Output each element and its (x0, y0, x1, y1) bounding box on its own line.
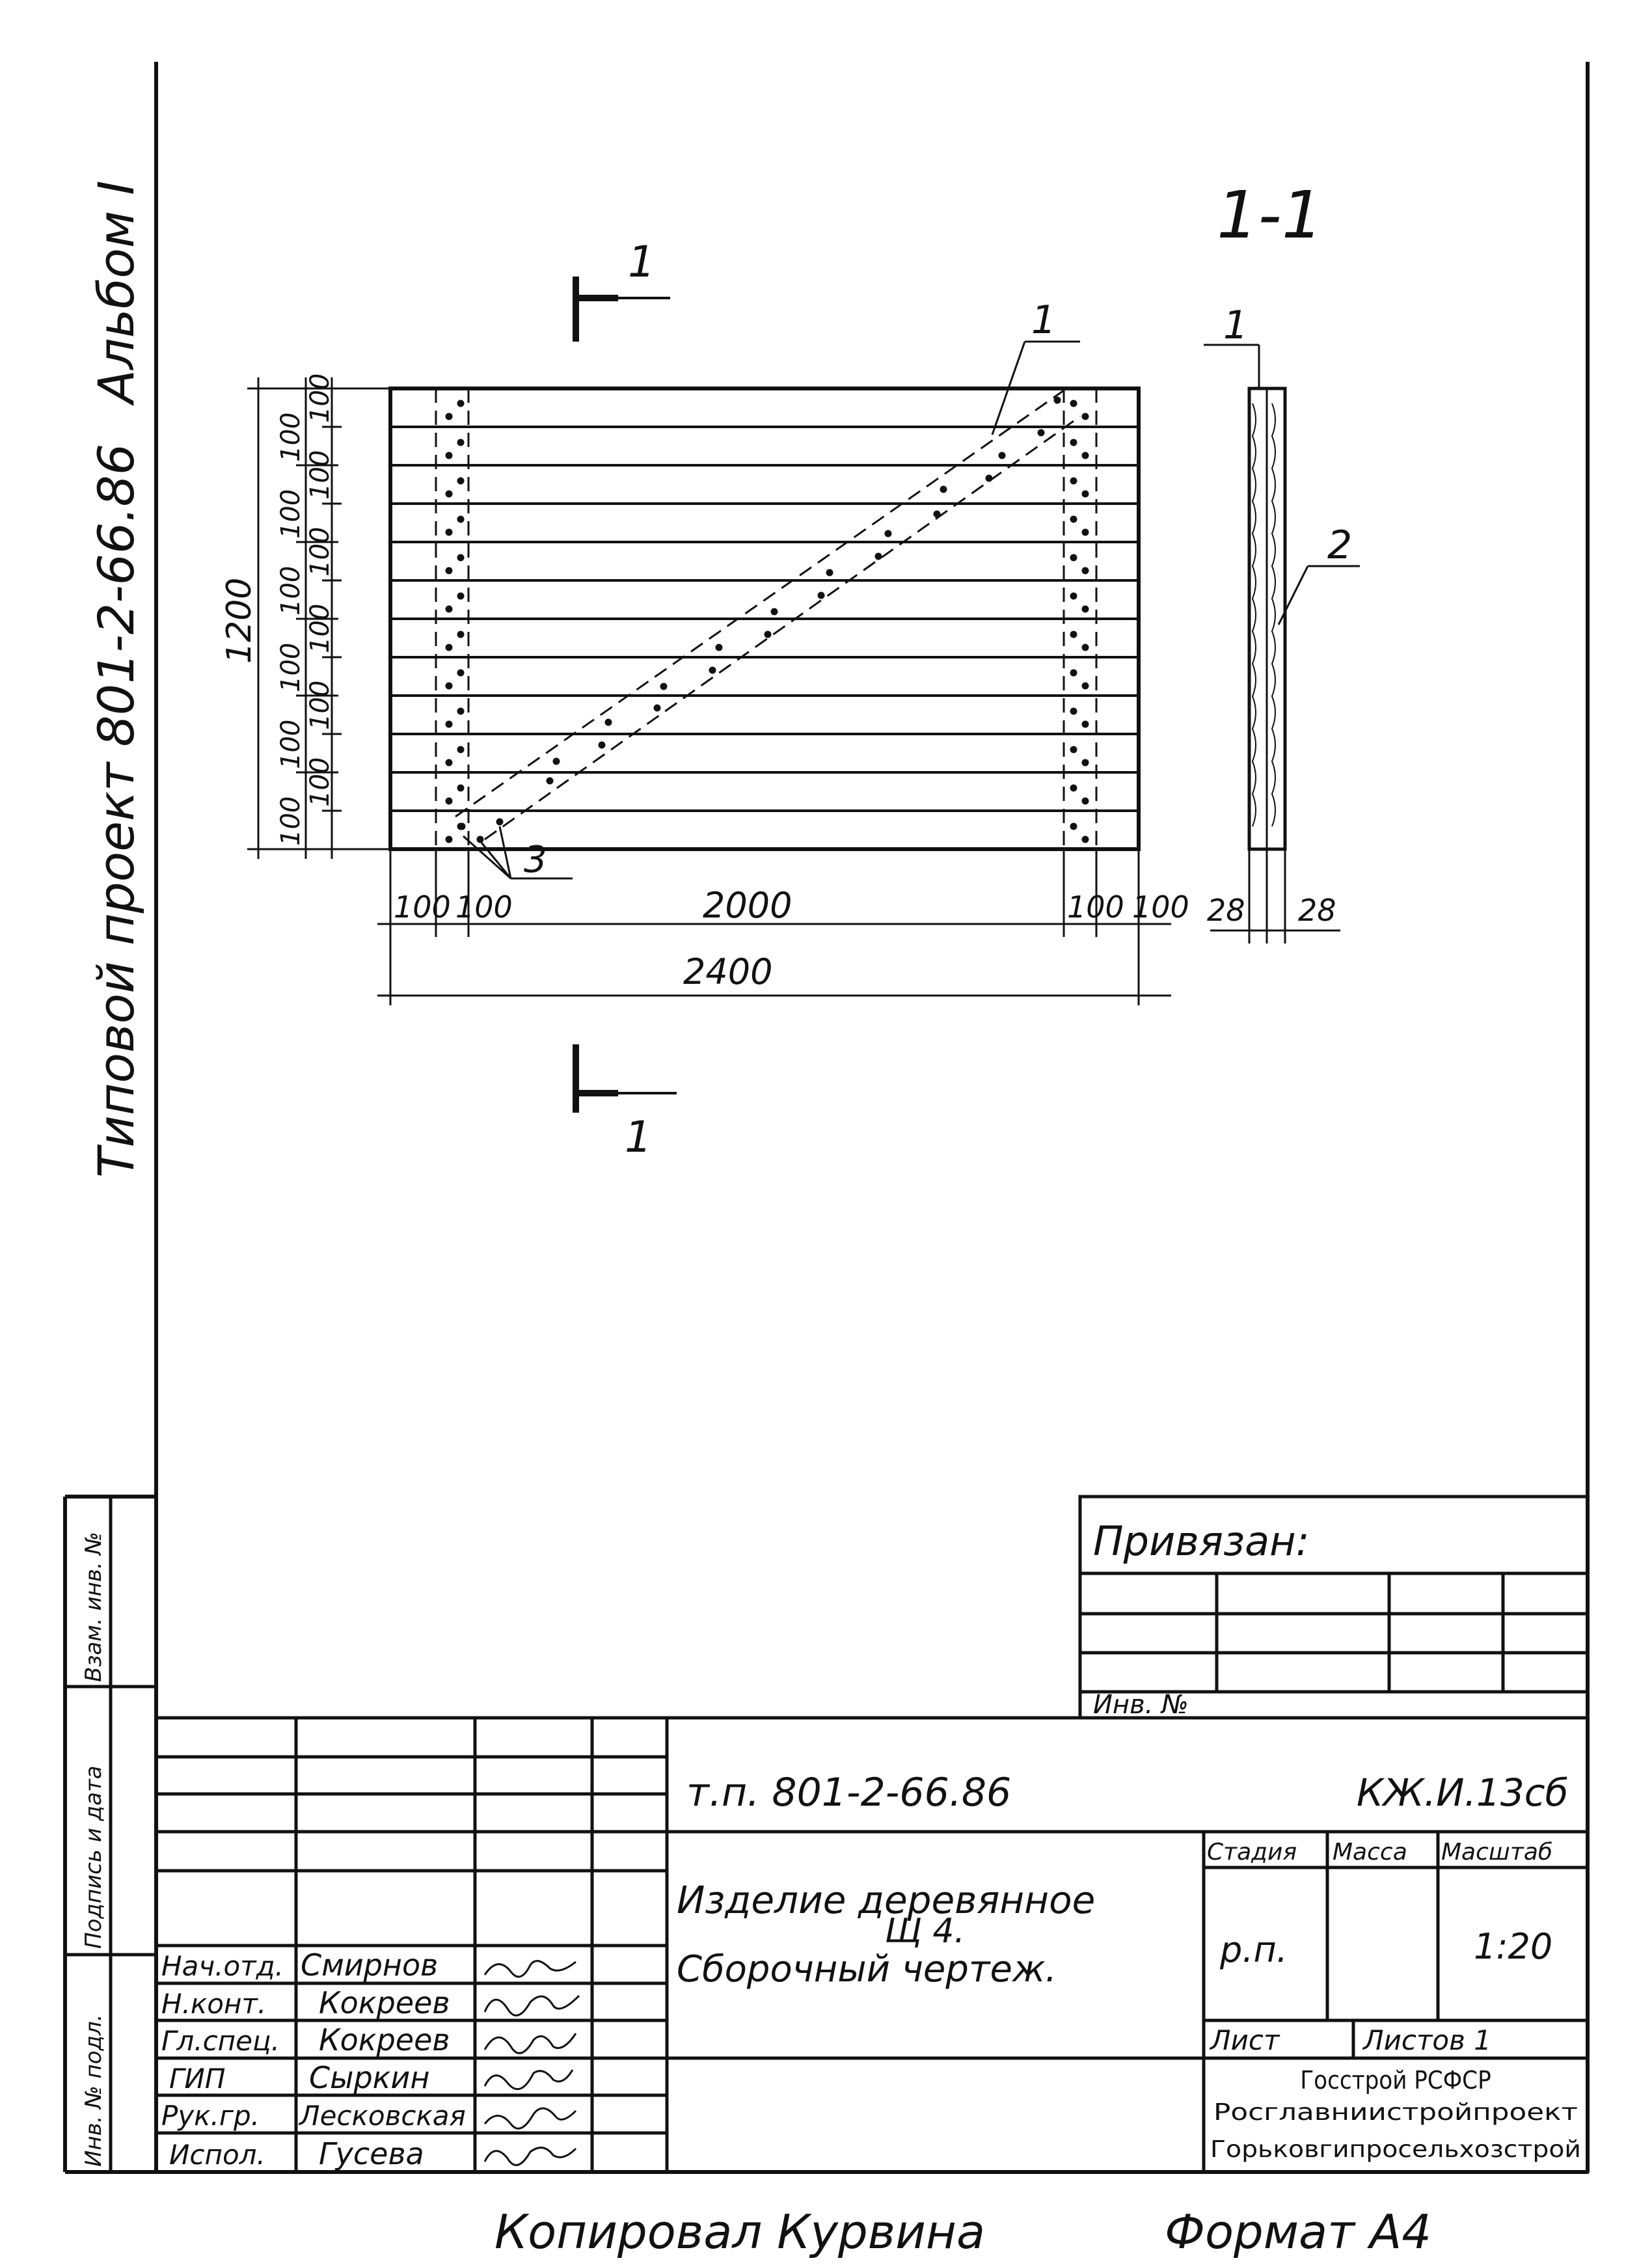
sheets-label: Листов 1 (1363, 2024, 1491, 2056)
strip-label-podpis: Подпись и дата (81, 1765, 107, 1949)
staff-name: Сыркин (309, 2060, 430, 2095)
scale-value: 1:20 (1474, 1926, 1553, 1967)
cut-label-bottom: 1 (625, 1112, 652, 1162)
plan-dimensions (220, 373, 1189, 1005)
footer (494, 2205, 1431, 2259)
album-label-vertical: Альбом I (87, 180, 145, 403)
section-cut-bottom (576, 1044, 677, 1162)
privyazan-block (1080, 1497, 1588, 1720)
callout-label-2-section: 2 (1327, 523, 1353, 568)
dim-left-2: 100 (276, 489, 306, 539)
dim-right-2: 100 (305, 450, 335, 500)
board-joints (390, 427, 1139, 811)
dim-h-1: 100 (394, 889, 451, 925)
item-name-line1: Изделие деревянное (677, 1878, 1096, 1922)
dim-right-3: 100 (305, 526, 335, 577)
strip-label-zamena: Взам. инв. № (81, 1532, 107, 1682)
staff-role: ГИП (169, 2063, 226, 2095)
item-name-line2: Щ 4. (885, 1912, 966, 1951)
footer-copied: Копировал Курвина (494, 2205, 986, 2259)
title-block (156, 1718, 1588, 2172)
callout-label-1-plan: 1 (1031, 297, 1057, 343)
staff-name: Лесковская (299, 2100, 466, 2132)
footer-format: Формат А4 (1165, 2205, 1432, 2259)
org-line1: Госстрой РСФСР (1300, 2066, 1491, 2095)
cut-label-top: 1 (628, 237, 655, 287)
org-line3: Горьковгипросельхозстрой (1210, 2136, 1581, 2163)
dim-left-4: 100 (276, 642, 306, 692)
staff-role: Нач.отд. (161, 1950, 284, 1982)
callout-label-3-plan: 3 (524, 839, 547, 881)
item-name-line3: Сборочный чертеж. (677, 1948, 1057, 1990)
dim-overall-height: 1200 (220, 577, 259, 664)
doc-number: т.п. 801-2-66.86 (686, 1770, 1012, 1815)
staff-role: Рук.гр. (161, 2100, 260, 2132)
dim-h-4: 100 (1067, 889, 1124, 925)
privyazan-title: Привязан: (1093, 1517, 1310, 1565)
staff-role: Испол. (169, 2139, 265, 2171)
dim-left-1: 100 (276, 412, 306, 462)
side-project-label (87, 180, 145, 1178)
sheet-label: Лист (1210, 2024, 1280, 2056)
col-mass: Масса (1333, 1839, 1407, 1866)
dim-right-1: 100 (305, 373, 335, 423)
shield-plan-view (390, 297, 1139, 881)
dim-section-left: 28 (1207, 893, 1245, 928)
callout-label-1-section: 1 (1223, 303, 1249, 348)
section-view (1204, 303, 1360, 943)
dim-h-5: 100 (1132, 889, 1189, 925)
section-cut-top (576, 237, 670, 342)
sheet-code: КЖ.И.13сб (1357, 1771, 1569, 1815)
org-line2: Росглавниистройпроект (1213, 2099, 1578, 2126)
project-title-vertical: Типовой проект 801-2-66.86 (87, 443, 145, 1178)
privyazan-inv: Инв. № (1093, 1690, 1189, 1720)
col-scale: Масштаб (1441, 1839, 1553, 1866)
section-title: 1-1 (1217, 177, 1323, 253)
staff-name: Кокреев (319, 2022, 450, 2057)
staff-name: Кокреев (319, 1985, 450, 2020)
dim-section-right: 28 (1298, 893, 1336, 928)
dim-right-5: 100 (305, 680, 335, 730)
left-stamp-strip (65, 1497, 156, 2172)
dim-right-4: 100 (305, 603, 335, 653)
staff-role: Н.конт. (161, 1988, 267, 2020)
dim-right-6: 100 (305, 757, 335, 807)
staff-name: Гусева (319, 2136, 424, 2171)
callout-3-plan (463, 826, 573, 878)
strip-label-inv: Инв. № подл. (81, 2014, 107, 2167)
dim-h-3: 2000 (703, 885, 792, 926)
dim-left-5: 100 (276, 719, 306, 769)
dim-left-6: 100 (276, 796, 306, 846)
staff-name: Смирнов (301, 1948, 439, 1983)
col-stage: Стадия (1207, 1839, 1297, 1866)
dim-h-2: 100 (455, 889, 513, 925)
staff-role: Гл.спец. (161, 2025, 280, 2057)
stage-value: р.п. (1220, 1929, 1288, 1970)
dim-overall-width: 2400 (683, 951, 773, 992)
dim-left-3: 100 (276, 565, 306, 616)
